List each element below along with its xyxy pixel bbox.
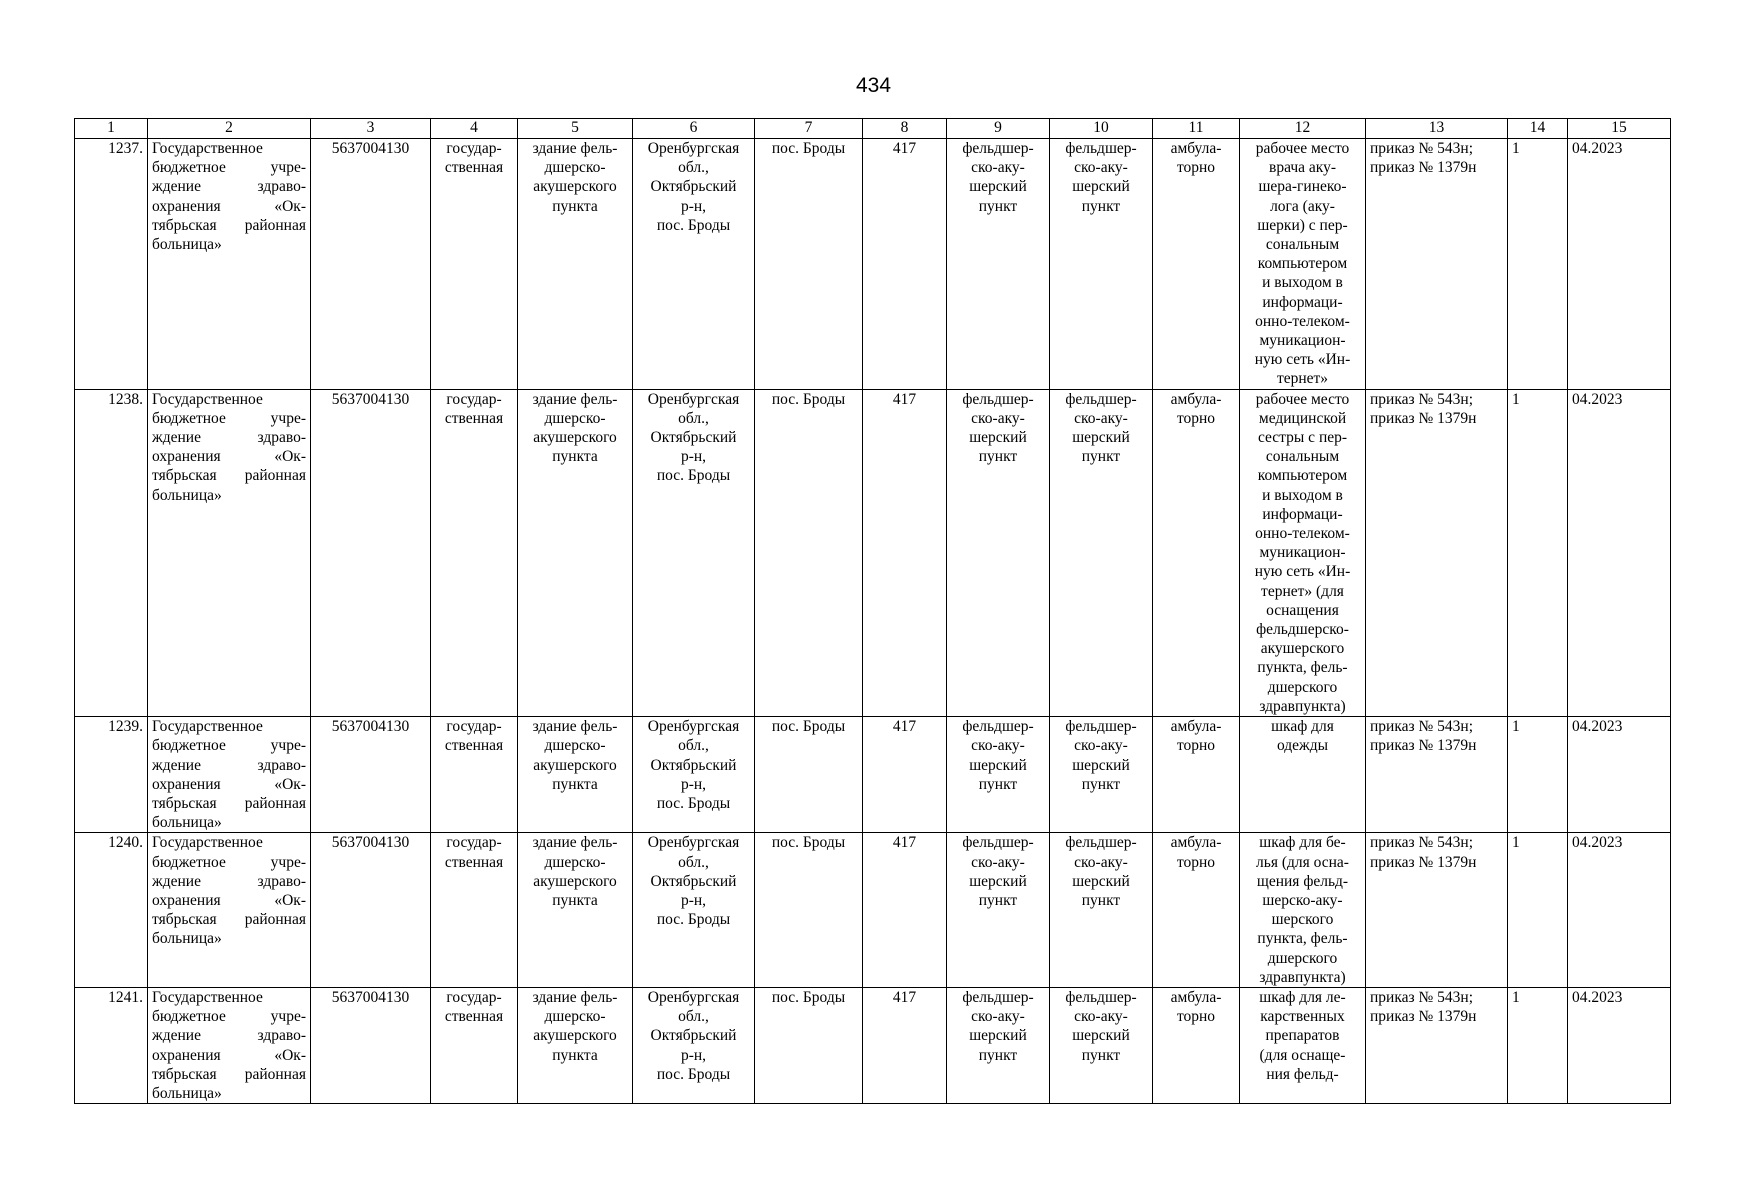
column-header-6: 6 — [633, 119, 755, 139]
table-row — [75, 717, 1671, 833]
inn: 5637004130 — [311, 833, 431, 988]
organization-name: Государственное бюджетное учре-ждение здраво-охранения «Ок-тябрьская районная больница» — [148, 833, 311, 988]
basis: приказ № 543н; приказ № 1379н — [1366, 389, 1508, 716]
table-row — [75, 833, 1671, 988]
header-row — [75, 119, 1671, 139]
facility-type: фельдшер- ско-аку- шерский пункт — [947, 139, 1050, 390]
quantity: 1 — [1508, 717, 1568, 833]
row-number: 1241. — [75, 987, 148, 1103]
ownership-form: государ- ственная — [431, 833, 518, 988]
facility-type: фельдшер- ско-аку- шерский пункт — [947, 717, 1050, 833]
table-row — [75, 389, 1671, 716]
table-row — [75, 139, 1671, 390]
equipment: рабочее место медицинской сестры с пер- сональным компьютером и выходом в информаци- онно-телеком- муникацион- ную сеть «Ин- тернет» (для оснащения фельдшерско- акушерского пункта, фель- дшерского здравпункта) — [1240, 389, 1366, 716]
ownership-form: государ- ственная — [431, 717, 518, 833]
basis: приказ № 543н; приказ № 1379н — [1366, 833, 1508, 988]
ownership-form: государ- ственная — [431, 139, 518, 390]
registry-table — [74, 118, 1671, 1104]
facility-subtype: фельдшер- ско-аку- шерский пункт — [1050, 717, 1153, 833]
address: Оренбургская обл., Октябрьский р-н, пос. Броды — [633, 987, 755, 1103]
facility-subtype: фельдшер- ско-аку- шерский пункт — [1050, 389, 1153, 716]
code: 417 — [863, 389, 947, 716]
settlement: пос. Броды — [755, 833, 863, 988]
care-mode: амбула- торно — [1153, 717, 1240, 833]
column-header-13: 13 — [1366, 119, 1508, 139]
facility-type: фельдшер- ско-аку- шерский пункт — [947, 833, 1050, 988]
address: Оренбургская обл., Октябрьский р-н, пос. Броды — [633, 139, 755, 390]
address: Оренбургская обл., Октябрьский р-н, пос. Броды — [633, 833, 755, 988]
date: 04.2023 — [1568, 833, 1671, 988]
settlement: пос. Броды — [755, 717, 863, 833]
column-header-9: 9 — [947, 119, 1050, 139]
facility-type: фельдшер- ско-аку- шерский пункт — [947, 987, 1050, 1103]
basis: приказ № 543н; приказ № 1379н — [1366, 987, 1508, 1103]
inn: 5637004130 — [311, 987, 431, 1103]
building: здание фель- дшерско- акушерского пункта — [518, 139, 633, 390]
basis: приказ № 543н; приказ № 1379н — [1366, 139, 1508, 390]
column-header-8: 8 — [863, 119, 947, 139]
column-header-15: 15 — [1568, 119, 1671, 139]
code: 417 — [863, 833, 947, 988]
care-mode: амбула- торно — [1153, 987, 1240, 1103]
column-header-4: 4 — [431, 119, 518, 139]
date: 04.2023 — [1568, 139, 1671, 390]
equipment: рабочее место врача аку- шера-гинеко- лога (аку- шерки) с пер- сональным компьютером и выходом в информаци- онно-телеком- муникацион- ную сеть «Ин- тернет» — [1240, 139, 1366, 390]
table-row — [75, 987, 1671, 1103]
building: здание фель- дшерско- акушерского пункта — [518, 717, 633, 833]
care-mode: амбула- торно — [1153, 389, 1240, 716]
row-number: 1239. — [75, 717, 148, 833]
settlement: пос. Броды — [755, 139, 863, 390]
organization-name: Государственное бюджетное учре-ждение здраво-охранения «Ок-тябрьская районная больница» — [148, 139, 311, 390]
facility-subtype: фельдшер- ско-аку- шерский пункт — [1050, 833, 1153, 988]
code: 417 — [863, 139, 947, 390]
facility-subtype: фельдшер- ско-аку- шерский пункт — [1050, 139, 1153, 390]
code: 417 — [863, 987, 947, 1103]
equipment: шкаф для бе- лья (для осна- щения фельд- шерско-аку- шерского пункта, фель- дшерского здравпункта) — [1240, 833, 1366, 988]
date: 04.2023 — [1568, 987, 1671, 1103]
date: 04.2023 — [1568, 717, 1671, 833]
ownership-form: государ- ственная — [431, 987, 518, 1103]
inn: 5637004130 — [311, 139, 431, 390]
equipment: шкаф для ле- карственных препаратов (для оснаще- ния фельд- — [1240, 987, 1366, 1103]
page-number: 434 — [855, 74, 892, 97]
column-header-14: 14 — [1508, 119, 1568, 139]
quantity: 1 — [1508, 987, 1568, 1103]
address: Оренбургская обл., Октябрьский р-н, пос. Броды — [633, 389, 755, 716]
column-header-10: 10 — [1050, 119, 1153, 139]
table-body — [75, 139, 1671, 1104]
settlement: пос. Броды — [755, 389, 863, 716]
building: здание фель- дшерско- акушерского пункта — [518, 833, 633, 988]
row-number: 1238. — [75, 389, 148, 716]
basis: приказ № 543н; приказ № 1379н — [1366, 717, 1508, 833]
column-header-7: 7 — [755, 119, 863, 139]
column-header-2: 2 — [148, 119, 311, 139]
organization-name: Государственное бюджетное учре-ждение здраво-охранения «Ок-тябрьская районная больница» — [148, 389, 311, 716]
code: 417 — [863, 717, 947, 833]
building: здание фель- дшерско- акушерского пункта — [518, 987, 633, 1103]
inn: 5637004130 — [311, 389, 431, 716]
building: здание фель- дшерско- акушерского пункта — [518, 389, 633, 716]
quantity: 1 — [1508, 389, 1568, 716]
inn: 5637004130 — [311, 717, 431, 833]
table-header — [75, 119, 1671, 139]
date: 04.2023 — [1568, 389, 1671, 716]
facility-subtype: фельдшер- ско-аку- шерский пункт — [1050, 987, 1153, 1103]
column-header-12: 12 — [1240, 119, 1366, 139]
organization-name: Государственное бюджетное учре-ждение здраво-охранения «Ок-тябрьская районная больница» — [148, 717, 311, 833]
facility-type: фельдшер- ско-аку- шерский пункт — [947, 389, 1050, 716]
row-number: 1240. — [75, 833, 148, 988]
quantity: 1 — [1508, 139, 1568, 390]
address: Оренбургская обл., Октябрьский р-н, пос. Броды — [633, 717, 755, 833]
column-header-5: 5 — [518, 119, 633, 139]
organization-name: Государственное бюджетное учре-ждение здраво-охранения «Ок-тябрьская районная больница» — [148, 987, 311, 1103]
settlement: пос. Броды — [755, 987, 863, 1103]
ownership-form: государ- ственная — [431, 389, 518, 716]
column-header-3: 3 — [311, 119, 431, 139]
row-number: 1237. — [75, 139, 148, 390]
care-mode: амбула- торно — [1153, 833, 1240, 988]
care-mode: амбула- торно — [1153, 139, 1240, 390]
quantity: 1 — [1508, 833, 1568, 988]
column-header-11: 11 — [1153, 119, 1240, 139]
equipment: шкаф для одежды — [1240, 717, 1366, 833]
column-header-1: 1 — [75, 119, 148, 139]
